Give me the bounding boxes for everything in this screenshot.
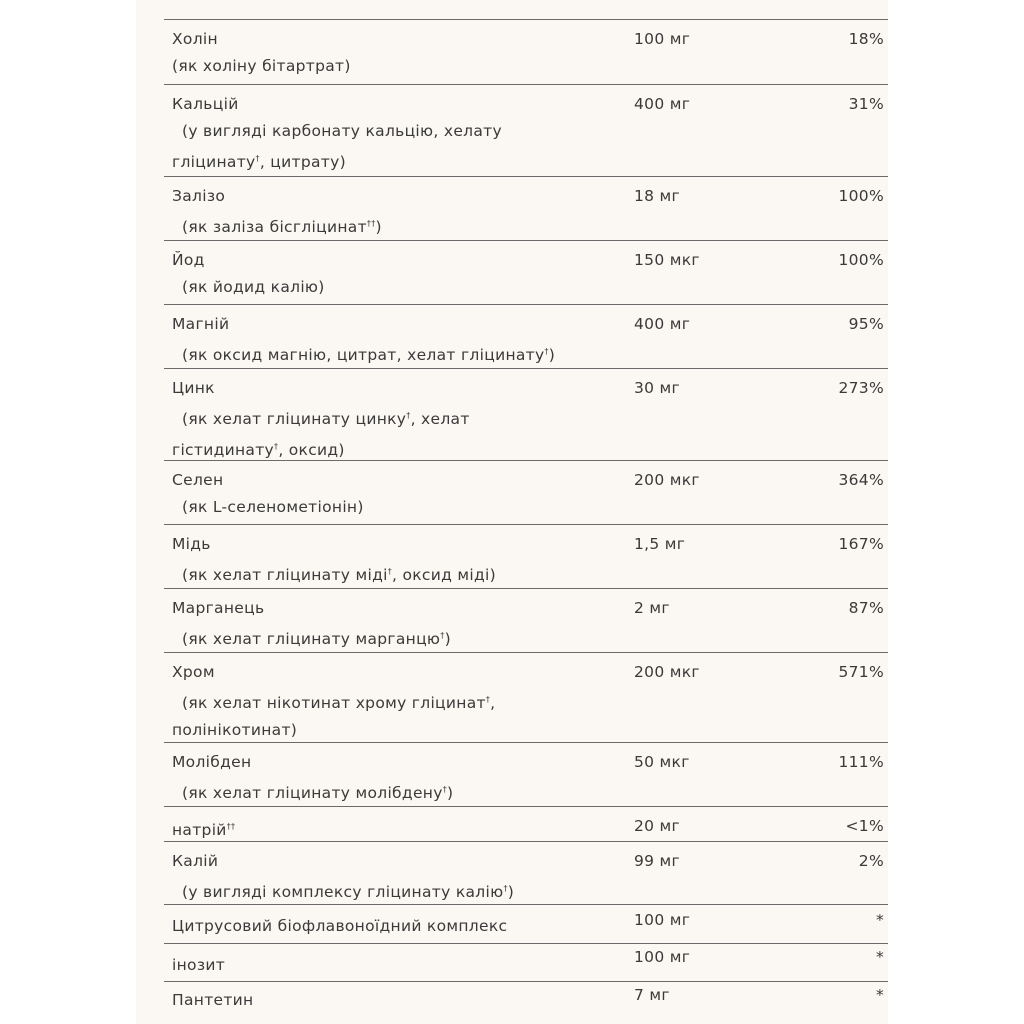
daily-value: 100% [838, 251, 884, 269]
nutrient-name [172, 375, 612, 464]
nutrient-name [172, 595, 612, 653]
table-row [164, 653, 888, 743]
nutrient-amount: 99 мг [634, 852, 680, 870]
nutrient-amount: 20 мг [634, 817, 680, 835]
table-row [164, 369, 888, 461]
daily-value: 167% [838, 535, 884, 553]
nutrient-name [172, 26, 612, 80]
nutrient-name [172, 952, 612, 979]
nutrient-name [172, 311, 612, 369]
nutrient-label: Кальцій [172, 95, 239, 113]
nutrient-label: Мідь [172, 535, 211, 553]
nutrient-source: полінікотинат) [172, 721, 298, 739]
table-row [164, 982, 888, 1024]
nutrient-source: (як холіну бітартрат) [172, 57, 351, 75]
table-row [164, 807, 888, 842]
nutrient-label: натрій†† [172, 821, 236, 839]
nutrient-name [172, 987, 612, 1014]
nutrient-label: Селен [172, 471, 224, 489]
nutrient-label: інозит [172, 956, 226, 974]
nutrient-amount: 150 мкг [634, 251, 700, 269]
table-row [164, 589, 888, 653]
nutrient-amount: 100 мг [634, 30, 691, 48]
nutrient-amount: 50 мкг [634, 753, 690, 771]
daily-value: 31% [848, 95, 884, 113]
nutrient-label: Хром [172, 663, 215, 681]
nutrient-label: Цинк [172, 379, 215, 397]
nutrient-label: Залізо [172, 187, 226, 205]
footnote-mark: † [387, 567, 393, 576]
nutrient-source: (як хелат гліцинату марганцю†) [182, 630, 451, 648]
nutrient-name [172, 531, 612, 589]
table-row [164, 944, 888, 982]
footnote-mark: † [440, 631, 445, 640]
footnote-mark: † [485, 695, 491, 704]
footnote-mark: †† [366, 219, 376, 228]
nutrient-amount: 18 мг [634, 187, 680, 205]
nutrient-source: гліцинату†, цитрату) [172, 153, 346, 171]
table-row [164, 842, 888, 905]
table-row [164, 241, 888, 305]
daily-value: 364% [838, 471, 884, 489]
table-row [164, 905, 888, 944]
daily-value: * [875, 986, 884, 1004]
table-row [164, 461, 888, 525]
nutrient-source: (як L-селенометіонін) [182, 498, 364, 516]
daily-value: 87% [848, 599, 884, 617]
footnote-mark: † [274, 442, 279, 451]
daily-value: 18% [848, 30, 884, 48]
nutrient-name [172, 659, 612, 744]
daily-value: 111% [838, 753, 884, 771]
daily-value: 2% [858, 852, 884, 870]
table-row [164, 525, 888, 589]
footnote-mark: † [503, 884, 508, 893]
nutrient-table [164, 0, 888, 1024]
nutrient-label: Цитрусовий біофлавоноїдний комплекс [172, 917, 508, 935]
nutrient-name [172, 247, 612, 301]
footnote-mark: † [255, 154, 260, 163]
footnote-mark: † [406, 411, 411, 420]
nutrient-source [172, 0, 612, 5]
nutrient-source: (як заліза бісгліцинат††) [182, 218, 382, 236]
nutrient-amount: 200 мкг [634, 471, 700, 489]
nutrient-source: (як хелат гліцинату міді†, оксид міді) [182, 566, 496, 584]
supplement-facts-panel [136, 0, 888, 1024]
nutrient-name [172, 749, 612, 807]
table-row [164, 743, 888, 807]
nutrient-name [172, 813, 612, 844]
nutrient-source: (як оксид магнію, цитрат, хелат гліцинату†) [182, 346, 556, 364]
footnote-mark: †† [226, 822, 236, 831]
nutrient-name [172, 913, 612, 940]
table-row [164, 20, 888, 85]
nutrient-name [172, 467, 612, 521]
nutrient-name [172, 91, 612, 176]
footnote-mark: † [544, 347, 549, 356]
nutrient-label: Пантетин [172, 991, 254, 1009]
nutrient-source: гістидинату†, оксид) [172, 441, 345, 459]
daily-value: <1% [845, 817, 884, 835]
nutrient-name [172, 183, 612, 241]
table-row [164, 0, 888, 20]
table-row [164, 177, 888, 241]
nutrient-amount: 400 мг [634, 315, 691, 333]
daily-value: * [875, 911, 884, 929]
daily-value: * [875, 948, 884, 966]
nutrient-source: (у вигляді комплексу гліцинату калію†) [182, 883, 515, 901]
nutrient-amount: 7 мг [634, 986, 670, 1004]
nutrient-amount: 30 мг [634, 379, 680, 397]
nutrient-label: Холін [172, 30, 218, 48]
nutrient-label: Магній [172, 315, 230, 333]
nutrient-source: (як хелат гліцинату цинку†, хелат [182, 410, 470, 428]
daily-value: 571% [838, 663, 884, 681]
nutrient-source: (як хелат гліцинату молібдену†) [182, 784, 454, 802]
nutrient-amount: 100 мг [634, 948, 691, 966]
nutrient-source: (як йодид калію) [182, 278, 325, 296]
nutrient-label: Молібден [172, 753, 252, 771]
nutrient-amount: 400 мг [634, 95, 691, 113]
table-row [164, 85, 888, 177]
table-row [164, 305, 888, 369]
nutrient-source: (як хелат нікотинат хрому гліцинат†, [182, 694, 496, 712]
nutrient-amount: 200 мкг [634, 663, 700, 681]
nutrient-name [172, 0, 612, 5]
nutrient-label: Марганець [172, 599, 265, 617]
footnote-mark: † [442, 785, 447, 794]
nutrient-label: Йод [172, 251, 205, 269]
daily-value: 95% [848, 315, 884, 333]
daily-value: 100% [838, 187, 884, 205]
nutrient-source: (у вигляді карбонату кальцію, хелату [182, 122, 502, 140]
nutrient-name [172, 848, 612, 906]
daily-value: 273% [838, 379, 884, 397]
nutrient-label: Калій [172, 852, 219, 870]
nutrient-amount: 1,5 мг [634, 535, 686, 553]
nutrient-amount: 2 мг [634, 599, 670, 617]
nutrient-amount: 100 мг [634, 911, 691, 929]
